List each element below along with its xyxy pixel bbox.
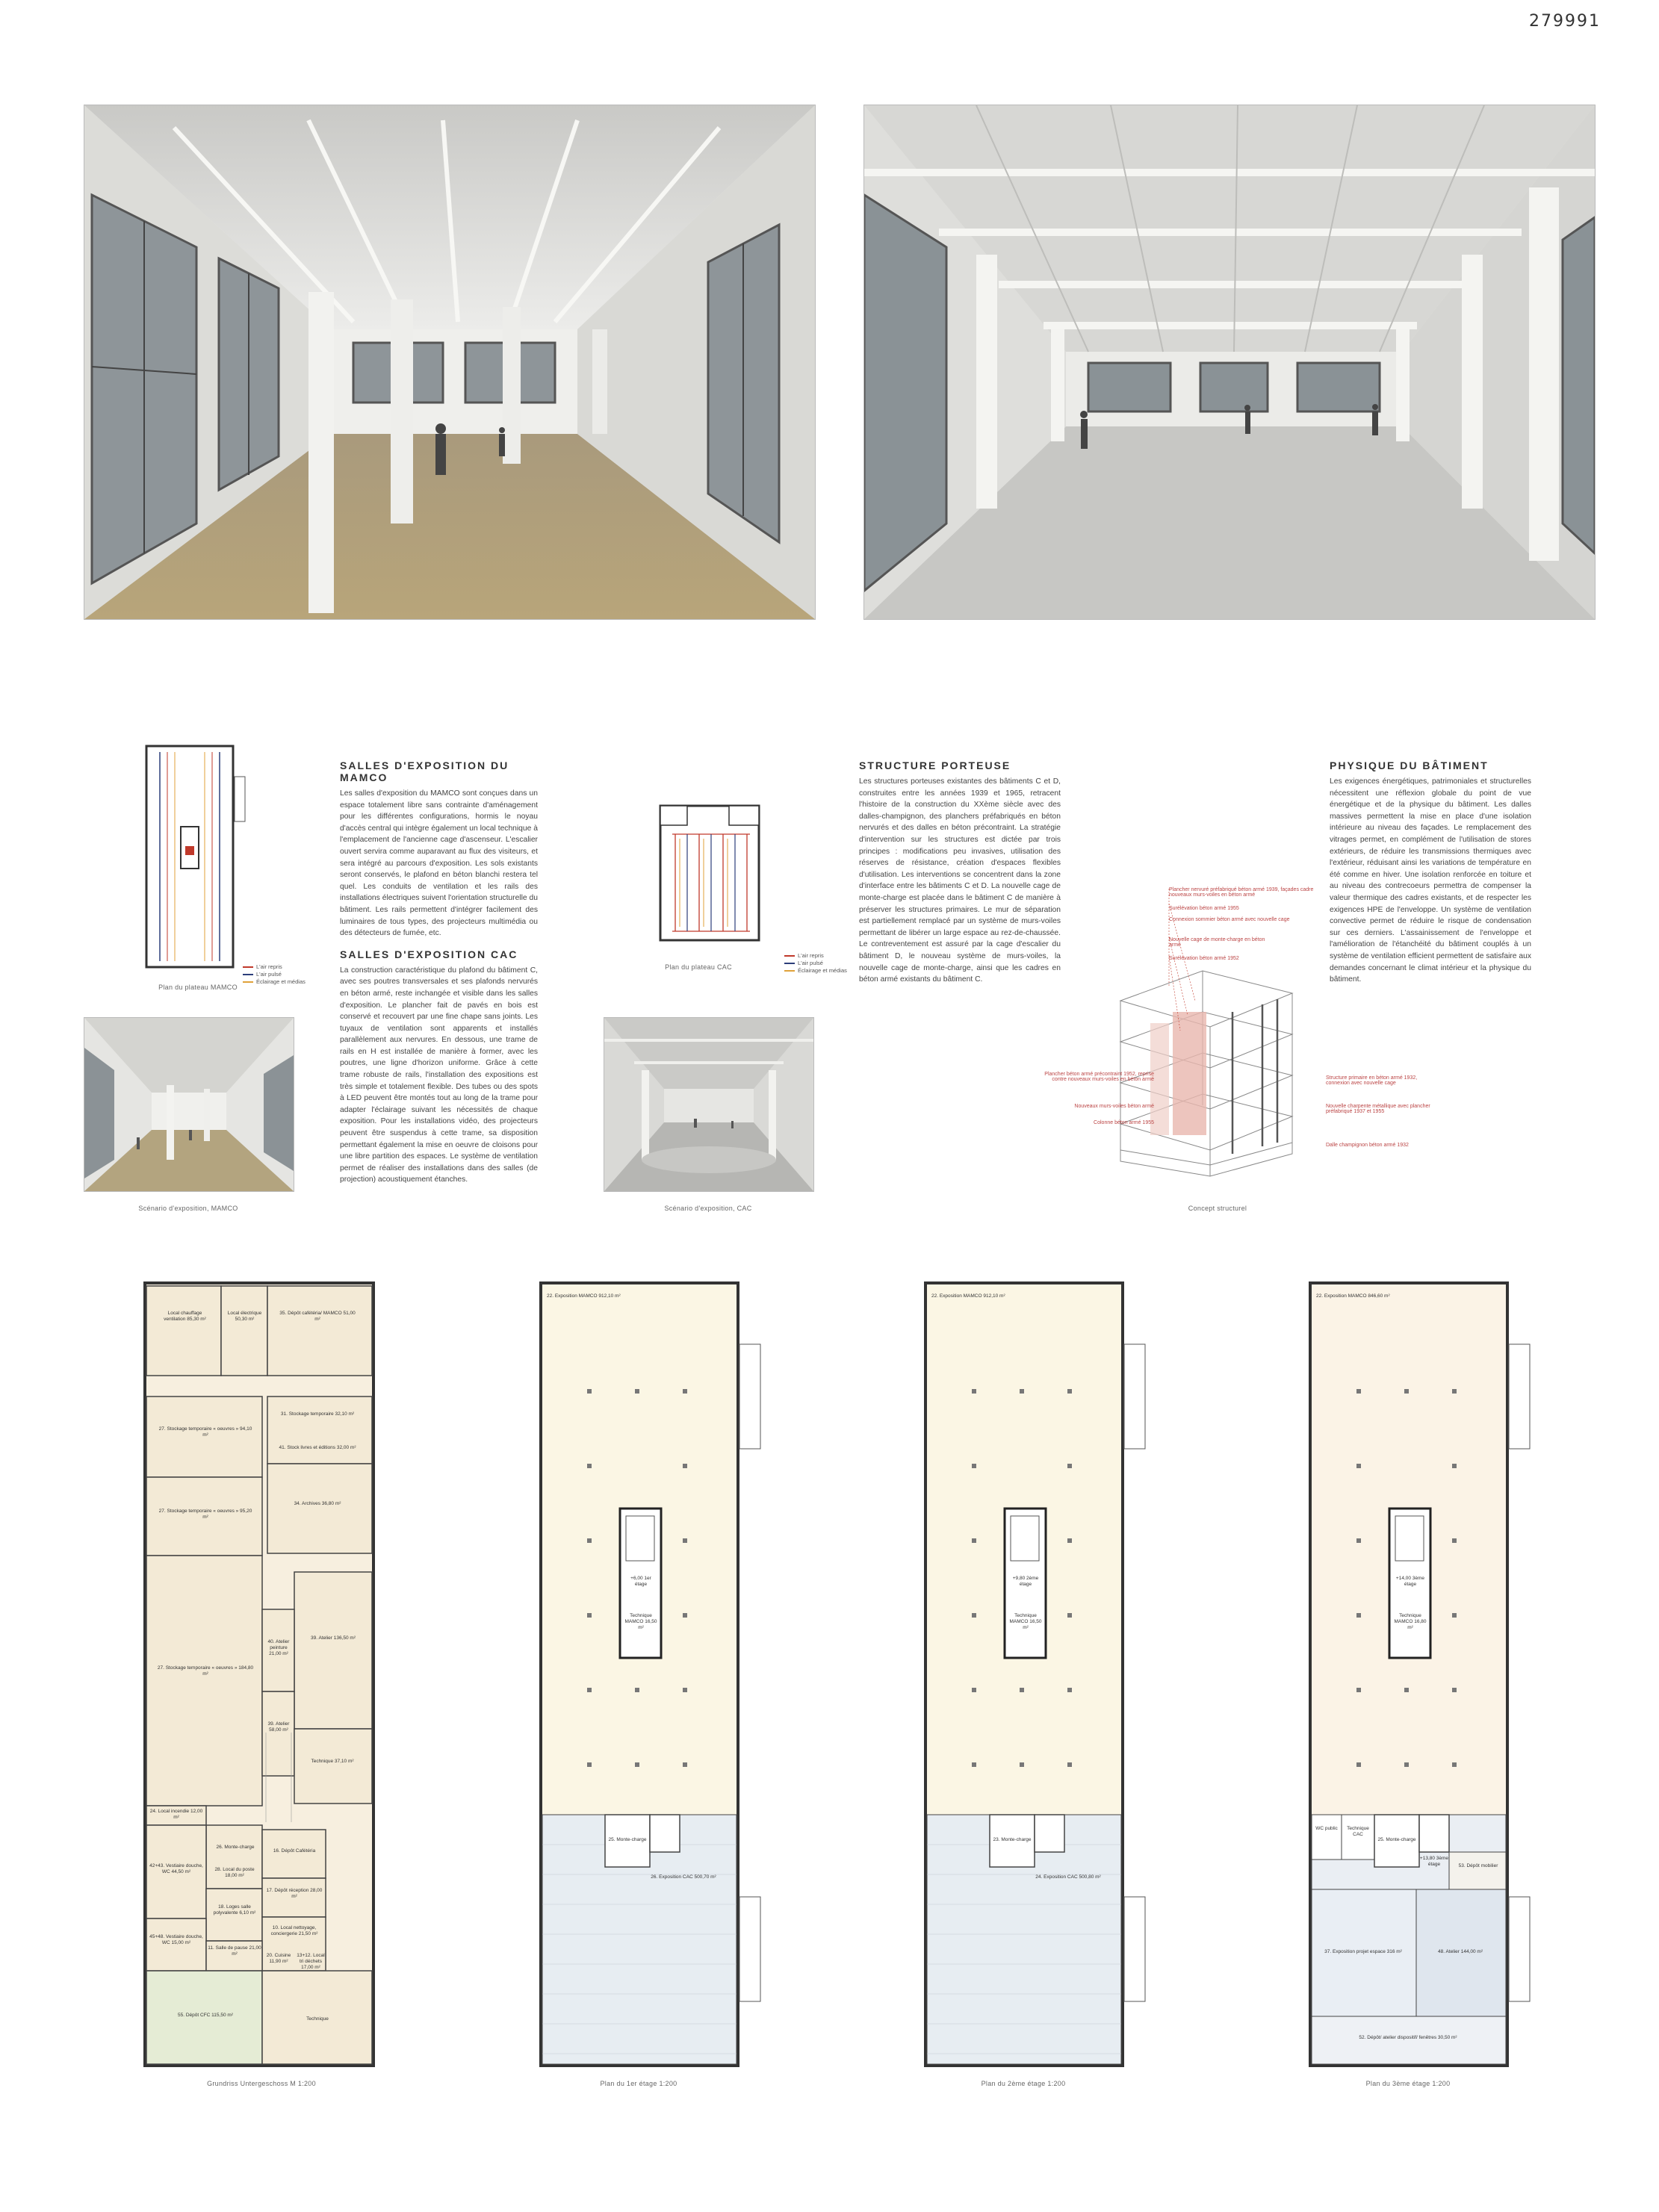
room-label: 52. Dépôt/ atelier dispositif/ fenêtres 30,50 m² [1359,2035,1457,2040]
caption-plan-3: Plan du 3ème étage 1:200 [1365,2080,1451,2087]
room-label: 11. Salle de pause 21,00 m² [208,1945,261,1957]
legend-cac-label-rails: L'air repris [798,952,824,959]
section-physique-text: Les exigences énergétiques, patrimoniales et structurelles nécessitent une réflexion globale du point de vue énergétique et de la physique du bâtiment. Les dalles massives permettent la mise en place d'une isolation intérieure au niveau des façades. Le remplacement des vitrages permet, en complément de l'utilisation de stores extérieurs, de réduire les transmissions thermiques avec l'extérieur, réduisant ainsi les variations de température en été comme en hiver. Une isolation renforcée en toiture et au niveau des contrecoeurs permettra de compenser la valeur thermique des cadres existants, et de respecter les exigences HPE de l'enveloppe. Un système de ventilation convective permet de réduire le risque de condensation sur ces derniers. L'assainissement de l'enveloppe et l'amélioration de l'étanchéité du bâtiment couplés à un système de ventilation efficient permettent de satisfaire aux demandes concernant le climat intérieur et la physique du bâtiment. [1330,777,1531,984]
room-label: 27. Stockage temporaire « oeuvres » 184,80 m² [157,1665,254,1677]
room-label: 37. Exposition projet espace 316 m² [1324,1949,1402,1954]
render-mamco-hall [84,105,816,620]
legend-cac-item-light [784,967,847,975]
axo-label-4: Nouvelle cage de monte-charge en béton armé [1169,937,1265,948]
legend-cac-label-air: L'air pulsé [798,960,823,966]
room-label: 27. Stockage temporaire « oeuvres » 94,10 m² [158,1426,252,1438]
axo-label-6: Plancher béton armé précontraint 1952, reprise contre nouveaux murs-voiles en béton armé [1044,1072,1154,1082]
room-label: Technique 37,10 m² [311,1759,354,1764]
caption-plan-1: Plan du 1er étage 1:200 [600,2080,677,2087]
legend-label-light: Éclairage et médias [256,978,306,985]
room-label: Technique MAMCO 16,80 m² [1394,1613,1427,1630]
room-label: 16. Dépôt Cafétéria [273,1848,316,1854]
legend-label-air: L'air pulsé [256,971,282,978]
room-label: WC public [1315,1826,1338,1831]
axo-drawing [1106,881,1322,1180]
plan-plateau-cac [657,803,769,952]
axo-label-7: Nouveaux murs-voiles béton armé [1074,1104,1154,1109]
axo-label-10: Nouvelle charpente métallique avec plancher préfabriqué 1937 et 1955 [1326,1104,1430,1114]
caption-scenario-mamco: Scénario d'exposition, MAMCO [138,1205,238,1212]
section-mamco-text: Les salles d'exposition du MAMCO sont conçues dans un espace totalement libre sans contrainte d'aménagement pour les différentes configurations, hormis le noyau d'accès central qui intègre également un local technique à l'emplacement de l'ancienne cage d'ascenseur. L'escalier ouvert servira comme auparavant au flux des visiteurs, et sera intégré au parcours d'exposition. Les sols existants seront conservés, le plafond en béton blanchi restera tel quel. Les conduits de ventilation et les rails des installations électriques suivent l'orientation structurelle du bâtiment. Les rails permettent d'intégrer facilement des luminaires de tous types, des projecteurs multimédia ou des détecteurs de fumée, etc. [340,789,538,938]
legend-item-light [243,978,306,986]
room-label: 26. Exposition CAC 500,70 m² [651,1874,716,1880]
room-label: 20. Cuisine 11,90 m² [266,1953,291,1964]
legend-cac-label-light: Éclairage et médias [798,967,847,974]
room-label: 10. Local nettoyage, conciergerie 21,50 m² [270,1925,318,1936]
section-physique-title: PHYSIQUE DU BÂTIMENT [1330,759,1489,771]
room-label: 26. Monte-charge [216,1845,255,1850]
section-cac-title: SALLES D'EXPOSITION CAC [340,948,518,960]
caption-plan-mamco: Plan du plateau MAMCO [158,984,238,991]
legend-label-rails: L'air repris [256,963,282,970]
room-label: 35. Dépôt cafétéria/ MAMCO 51,00 m² [279,1311,356,1322]
legend-cac-swatch-light [784,970,795,972]
room-label: 28. Local du poste 18,00 m² [214,1867,255,1878]
caption-plan-2: Plan du 2ème étage 1:200 [981,2080,1066,2087]
caption-plan-ug: Grundriss Untergeschoss M 1:200 [207,2080,316,2087]
axo-label-9: Structure primaire en béton armé 1932, connexion avec nouvelle cage [1326,1075,1418,1086]
render-mamco-image [84,105,815,619]
room-label: 24. Local incendie 12,00 m² [149,1809,203,1820]
room-label: 22. Exposition MAMCO 912,10 m² [547,1293,621,1299]
concept-structurel-diagram [1106,881,1322,1180]
legend-cac-item-rails [784,952,847,960]
room-label: 53. Dépôt mobilier [1458,1863,1498,1868]
legend-swatch-light [243,981,253,983]
plan-mamco-drawing [142,743,254,971]
room-label: 18. Loges salle polyvalente 6,10 m² [213,1904,256,1916]
room-label: 40. Atelier peinture 21,00 m² [267,1639,290,1656]
plan-1-labels [538,1277,792,2069]
axo-label-3: Connexion sommier béton armé avec nouvelle cage [1169,917,1290,922]
room-label: Technique MAMCO 16,50 m² [624,1613,657,1630]
render-scenario-mamco-image [84,1018,294,1191]
room-label: +9,80 2ème étage [1012,1576,1039,1587]
room-label: 45+48. Vestiaire douche, WC 15,00 m² [149,1934,203,1945]
room-label: 55. Dépôt CFC 115,50 m² [178,2013,233,2018]
caption-concept-structurel: Concept structurel [1188,1205,1247,1212]
room-label: 48. Atelier 144,00 m² [1438,1949,1483,1954]
axo-label-11: Dalle champignon béton armé 1932 [1326,1143,1409,1148]
caption-scenario-cac: Scénario d'exposition, CAC [664,1205,752,1212]
room-label: 31. Stockage temporaire 32,10 m² [280,1411,355,1417]
axo-label-5: Surélévation béton armé 1952 [1169,956,1239,961]
room-label: 25. Monte-charge [1377,1837,1416,1842]
section-cac-text: La construction caractéristique du plafond du bâtiment C, avec ses poutres transversales et ses plafonds nervurés en béton armé, reste inchangée et visible dans les salles d'exposition. Le plancher fait de pavés en bois est conservé et recouvert par une fine chape sans joints. Les tuyaux de ventilation sont apparents et installés parallèlement aux nervures. En dessous, une trame de rails en H est installée de manière à former, avec les poutres, une ligne d'horizon uniforme. Grâce à cette trame robuste de rails, l'installation des expositions est très simple et totalement flexible. Des tubes ou des spots à LED peuvent être montés tout au long de la trame pour adapter l'éclairage suivant les nécessités de chaque exposition. Pour les installations vidéo, des projecteurs peuvent être suspendus à cette trame, sa disposition permettant également la mise en oeuvre de cloisons pour une libre partition des espaces. Le système de ventilation permet de réaliser des installations dans des salles (de projection) acoustiquement étanches. [340,966,538,1184]
plan-cac-drawing [657,803,769,952]
section-physique [1330,759,1531,986]
room-label: 27. Stockage temporaire « oeuvres » 95,20 m² [158,1509,252,1520]
section-mamco-title: SALLES D'EXPOSITION DU MAMCO [340,759,509,783]
room-label: 13+12. Local tri déchets 17,00 m² [297,1953,325,1970]
section-structure-text: Les structures porteuses existantes des bâtiments C et D, construites entre les années 1939 et 1965, retracent l'histoire de la construction du XXème siècle avec des dalles-champignon, des planchers préfabriqués en béton nervurés et des dalles en béton précontraint. La stratégie d'intervention sur les structures est dictée par trois principes : modifications peu invasives, utilisation des réserves de résistance, création d'espaces flexibles d'utilisation. Les interventions se concentrent dans la zone d'interface entre les bâtiments C et D. La nouvelle cage de monte-charge est placée dans le bâtiment C de manière à préserver les structures primaires. Le mur de séparation est partiellement remplacé par un système de murs-voiles permettant de libérer un large espace au rez-de-chaussée. Le contreventement est assuré par la cage d'escalier du bâtiment D, le nouveau système de murs-voiles, la nouvelle cage de monte-charge, ainsi que les cadres en béton armé existants du bâtiment C. [859,777,1061,984]
room-label: 42+43. Vestiaire douche, WC 44,50 m² [149,1863,203,1874]
room-label: 24. Exposition CAC 500,80 m² [1035,1874,1101,1880]
legend-mamco [243,963,306,986]
room-label: 22. Exposition MAMCO 846,60 m² [1316,1293,1390,1299]
render-cac-hall [863,105,1596,620]
render-scenario-cac [604,1017,814,1192]
axo-label-1: Plancher nervuré préfabriqué béton armé 1939, façades cadre nouveaux murs-voiles en béton armé [1169,887,1314,898]
project-number: 279991 [1529,12,1601,31]
legend-item-rails [243,963,306,971]
section-mamco [340,759,538,1186]
legend-cac-item-air [784,960,847,967]
room-label: 41. Stock livres et éditions 32,00 m² [279,1445,356,1450]
room-label: 34. Archives 36,80 m² [294,1501,341,1506]
room-label: +14,00 3ème étage [1395,1576,1425,1587]
room-label: Local chauffage ventilation 85,30 m² [164,1311,206,1322]
plan-3-labels [1307,1277,1561,2069]
legend-cac [784,952,847,975]
render-scenario-cac-image [604,1018,813,1191]
room-label: Technique [306,2016,329,2022]
section-structure [859,759,1061,986]
room-label: Local électrique 50,30 m² [227,1311,262,1322]
plan-2-labels [922,1277,1176,2069]
room-label: 22. Exposition MAMCO 912,10 m² [931,1293,1005,1299]
legend-swatch-rails [243,966,253,968]
room-label: 39. Atelier 136,50 m² [311,1635,356,1641]
room-label: +13,80 3ème étage [1419,1856,1449,1867]
plan-ug-labels [142,1277,396,2069]
room-label: +6,00 1er étage [630,1576,651,1587]
room-label: Technique MAMCO 16,50 m² [1009,1613,1042,1630]
axo-label-2: Surélévation béton armé 1955 [1169,906,1239,911]
legend-cac-swatch-rails [784,955,795,957]
caption-plan-cac: Plan du plateau CAC [665,963,732,971]
room-label: 39. Atelier 58,00 m² [267,1721,290,1733]
render-scenario-mamco [84,1017,294,1192]
axo-label-8: Colonne béton armé 1955 [1094,1120,1154,1125]
room-label: 23. Monte-charge [993,1837,1032,1842]
legend-swatch-air [243,974,253,975]
legend-item-air [243,971,306,978]
section-structure-title: STRUCTURE PORTEUSE [859,759,1011,771]
room-label: Technique CAC [1347,1826,1369,1837]
room-label: 25. Monte-charge [608,1837,647,1842]
room-label: 17. Dépôt réception 28,00 m² [266,1888,323,1899]
render-cac-image [864,105,1595,619]
legend-cac-swatch-air [784,963,795,964]
plan-plateau-mamco [142,743,254,971]
